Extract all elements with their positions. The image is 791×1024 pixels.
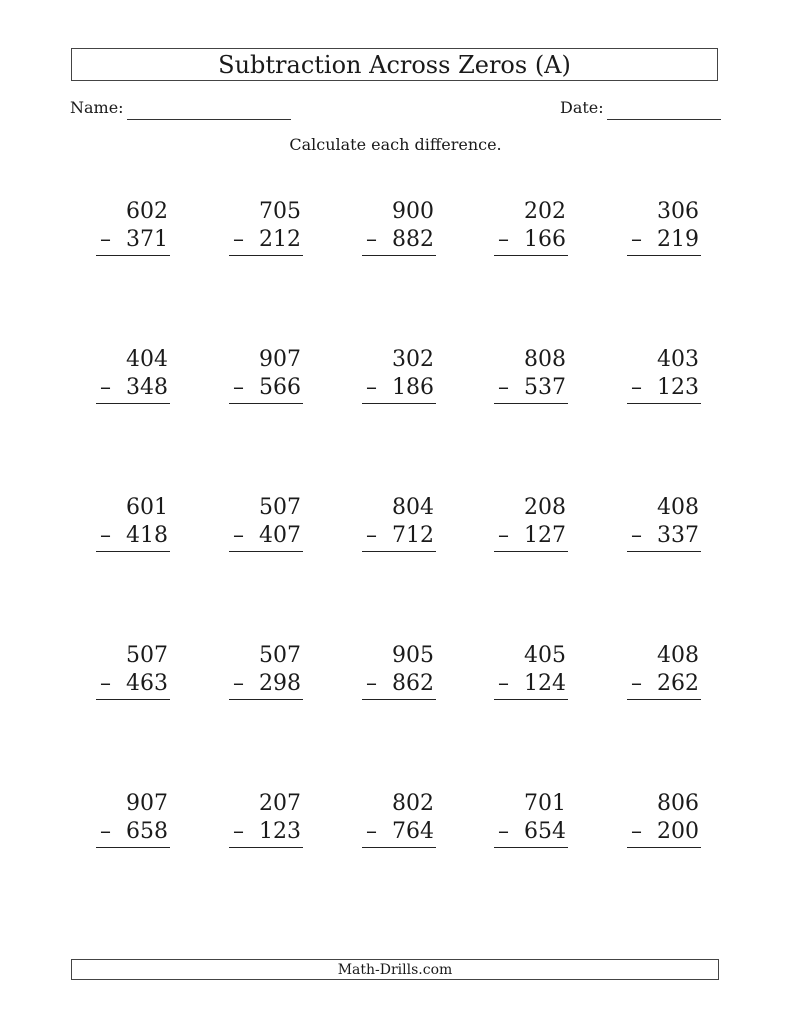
worksheet-title: Subtraction Across Zeros (A) — [71, 48, 718, 81]
minus-sign: – — [631, 819, 642, 844]
subtrahend-row — [96, 227, 170, 256]
minuend: 808 — [524, 347, 566, 372]
minus-sign: – — [233, 375, 244, 400]
minuend: 208 — [524, 495, 566, 520]
subtrahend: 123 — [259, 819, 301, 844]
minuend: 905 — [392, 643, 434, 668]
instructions: Calculate each difference. — [289, 135, 502, 154]
problem-8 — [362, 347, 436, 407]
subtrahend: 219 — [657, 227, 699, 252]
minuend: 403 — [657, 347, 699, 372]
problem-5 — [627, 199, 701, 259]
subtrahend-row — [627, 671, 701, 700]
subtrahend-row — [494, 819, 568, 848]
subtrahend: 200 — [657, 819, 699, 844]
minus-sign: – — [498, 227, 509, 252]
minuend: 701 — [524, 791, 566, 816]
minus-sign: – — [100, 671, 111, 696]
subtrahend: 298 — [259, 671, 301, 696]
problem-20 — [627, 643, 701, 703]
minuend: 601 — [126, 495, 168, 520]
problem-6 — [96, 347, 170, 407]
subtrahend: 418 — [126, 523, 168, 548]
problem-12 — [229, 495, 303, 555]
problem-11 — [96, 495, 170, 555]
minuend: 207 — [259, 791, 301, 816]
problem-9 — [494, 347, 568, 407]
problem-4 — [494, 199, 568, 259]
minus-sign: – — [498, 523, 509, 548]
minus-sign: – — [366, 227, 377, 252]
minuend: 408 — [657, 643, 699, 668]
problem-25 — [627, 791, 701, 851]
problem-17 — [229, 643, 303, 703]
subtrahend: 654 — [524, 819, 566, 844]
minuend: 802 — [392, 791, 434, 816]
problem-22 — [229, 791, 303, 851]
minuend: 804 — [392, 495, 434, 520]
subtrahend: 566 — [259, 375, 301, 400]
subtrahend-row — [229, 671, 303, 700]
subtrahend-row — [362, 523, 436, 552]
problem-14 — [494, 495, 568, 555]
subtrahend: 862 — [392, 671, 434, 696]
subtrahend-row — [627, 375, 701, 404]
minus-sign: – — [366, 819, 377, 844]
minus-sign: – — [631, 375, 642, 400]
minus-sign: – — [631, 227, 642, 252]
minuend: 602 — [126, 199, 168, 224]
subtrahend: 764 — [392, 819, 434, 844]
subtrahend-row — [627, 227, 701, 256]
date-label: Date: — [560, 98, 604, 117]
subtrahend-row — [96, 671, 170, 700]
subtrahend: 127 — [524, 523, 566, 548]
subtrahend: 537 — [524, 375, 566, 400]
subtrahend: 882 — [392, 227, 434, 252]
problem-23 — [362, 791, 436, 851]
problem-1 — [96, 199, 170, 259]
subtrahend: 712 — [392, 523, 434, 548]
footer-credit: Math-Drills.com — [71, 959, 719, 980]
minuend: 705 — [259, 199, 301, 224]
minus-sign: – — [100, 375, 111, 400]
subtrahend: 186 — [392, 375, 434, 400]
minus-sign: – — [100, 227, 111, 252]
problem-2 — [229, 199, 303, 259]
subtrahend-row — [229, 523, 303, 552]
subtrahend-row — [362, 227, 436, 256]
minus-sign: – — [631, 523, 642, 548]
subtrahend-row — [362, 671, 436, 700]
subtrahend-row — [627, 523, 701, 552]
subtrahend-row — [229, 375, 303, 404]
minuend: 408 — [657, 495, 699, 520]
problem-15 — [627, 495, 701, 555]
minuend: 404 — [126, 347, 168, 372]
subtrahend-row — [96, 523, 170, 552]
problem-19 — [494, 643, 568, 703]
minuend: 507 — [126, 643, 168, 668]
subtrahend: 407 — [259, 523, 301, 548]
problem-24 — [494, 791, 568, 851]
minuend: 507 — [259, 643, 301, 668]
subtrahend-row — [494, 671, 568, 700]
subtrahend: 658 — [126, 819, 168, 844]
date-field-line[interactable] — [607, 119, 721, 120]
subtrahend: 463 — [126, 671, 168, 696]
name-field-line[interactable] — [127, 119, 291, 120]
subtrahend: 371 — [126, 227, 168, 252]
minus-sign: – — [631, 671, 642, 696]
minuend: 907 — [126, 791, 168, 816]
subtrahend-row — [362, 819, 436, 848]
subtrahend-row — [96, 375, 170, 404]
problem-7 — [229, 347, 303, 407]
minuend: 806 — [657, 791, 699, 816]
problem-13 — [362, 495, 436, 555]
subtrahend-row — [229, 227, 303, 256]
subtrahend-row — [627, 819, 701, 848]
subtrahend: 124 — [524, 671, 566, 696]
minuend: 900 — [392, 199, 434, 224]
subtrahend: 166 — [524, 227, 566, 252]
problem-18 — [362, 643, 436, 703]
subtrahend: 262 — [657, 671, 699, 696]
minuend: 306 — [657, 199, 699, 224]
subtrahend-row — [494, 227, 568, 256]
problem-10 — [627, 347, 701, 407]
minus-sign: – — [233, 671, 244, 696]
minus-sign: – — [233, 227, 244, 252]
problem-16 — [96, 643, 170, 703]
minuend: 202 — [524, 199, 566, 224]
name-label: Name: — [70, 98, 124, 117]
problem-21 — [96, 791, 170, 851]
minus-sign: – — [498, 375, 509, 400]
minus-sign: – — [233, 523, 244, 548]
minuend: 405 — [524, 643, 566, 668]
minus-sign: – — [233, 819, 244, 844]
minus-sign: – — [366, 375, 377, 400]
minus-sign: – — [100, 819, 111, 844]
minus-sign: – — [366, 523, 377, 548]
subtrahend: 212 — [259, 227, 301, 252]
subtrahend-row — [362, 375, 436, 404]
subtrahend: 337 — [657, 523, 699, 548]
subtrahend-row — [494, 523, 568, 552]
subtrahend: 348 — [126, 375, 168, 400]
minus-sign: – — [498, 819, 509, 844]
minuend: 507 — [259, 495, 301, 520]
subtrahend-row — [229, 819, 303, 848]
subtrahend: 123 — [657, 375, 699, 400]
minus-sign: – — [498, 671, 509, 696]
subtrahend-row — [494, 375, 568, 404]
minus-sign: – — [366, 671, 377, 696]
minuend: 302 — [392, 347, 434, 372]
minuend: 907 — [259, 347, 301, 372]
minus-sign: – — [100, 523, 111, 548]
subtrahend-row — [96, 819, 170, 848]
problem-3 — [362, 199, 436, 259]
